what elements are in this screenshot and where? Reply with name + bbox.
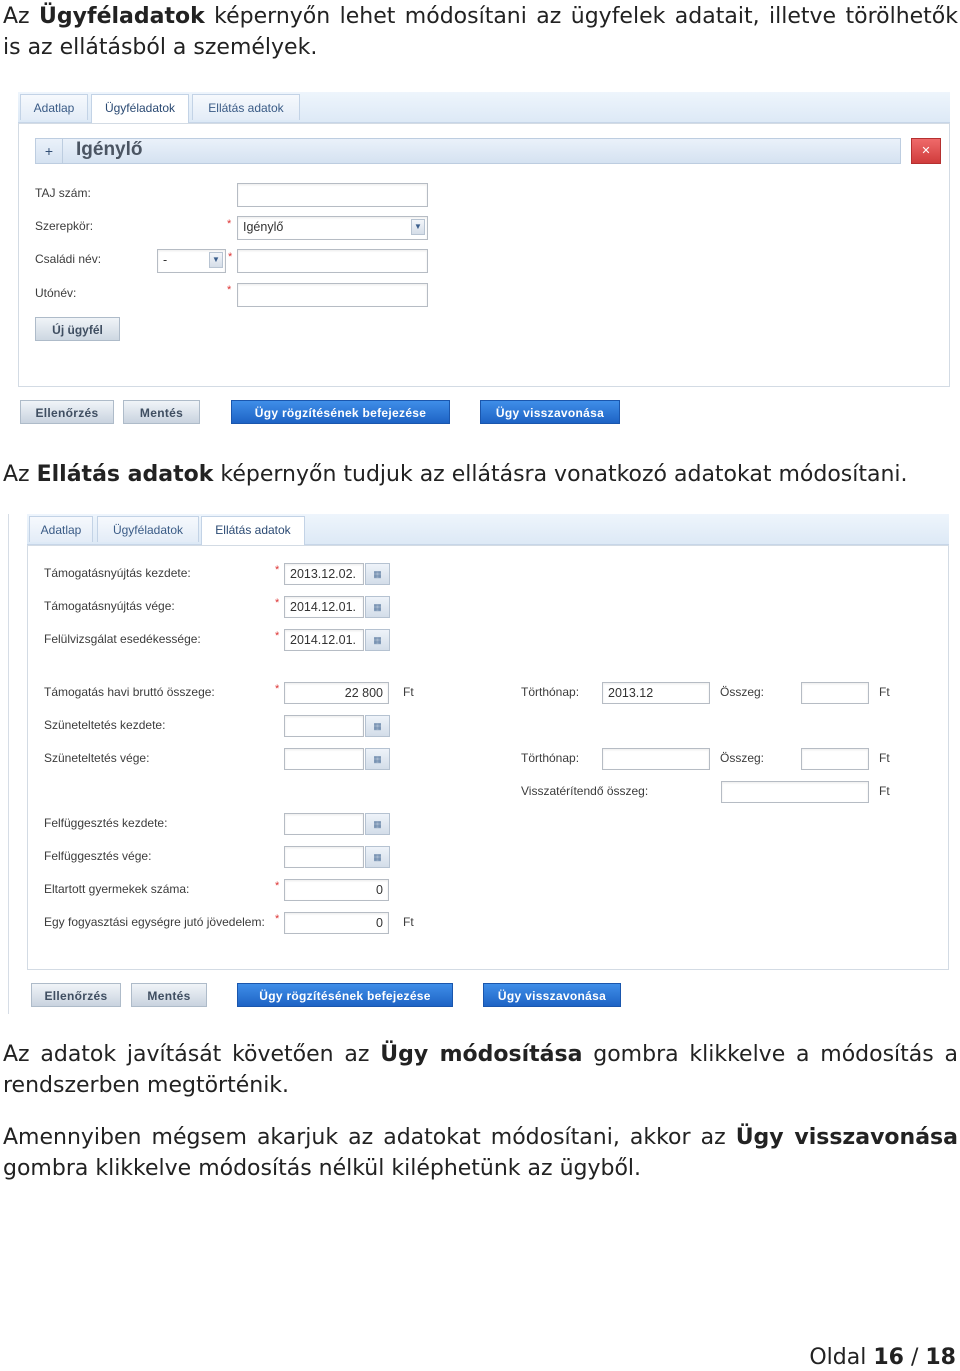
pause-end-input[interactable] xyxy=(284,748,364,770)
pause-start-input[interactable] xyxy=(284,715,364,737)
children-count-input[interactable]: 0 xyxy=(284,879,389,901)
support-start-label: Támogatásnyújtás kezdete: xyxy=(44,566,191,580)
paragraph-3-line-2: rendszerben megtörténik. xyxy=(3,1073,290,1098)
children-count-label: Eltartott gyermekek száma: xyxy=(44,882,190,896)
fraction-month-input-2[interactable] xyxy=(602,748,710,770)
tab-adatlap[interactable]: Adatlap xyxy=(29,516,93,542)
role-select-value: Igénylő xyxy=(243,220,284,234)
client-form xyxy=(18,123,950,387)
trash-icon[interactable]: ✕ xyxy=(911,138,941,164)
required-marker: * xyxy=(228,251,233,263)
cancel-case-button[interactable]: Ügy visszavonása xyxy=(480,400,620,424)
required-marker: * xyxy=(275,630,280,642)
save-button[interactable]: Mentés xyxy=(131,983,207,1007)
required-marker: * xyxy=(275,880,280,892)
calendar-icon[interactable]: ▦ xyxy=(365,563,390,585)
tab-ugyfeladatok[interactable]: Ügyféladatok xyxy=(97,516,199,542)
tab-ellatas-adatok[interactable]: Ellátás adatok xyxy=(192,94,300,120)
family-name-label: Családi név: xyxy=(35,252,102,266)
required-marker: * xyxy=(227,284,232,296)
new-client-button[interactable]: Új ügyfél xyxy=(35,317,120,341)
care-form xyxy=(27,545,949,970)
currency-label: Ft xyxy=(879,751,890,765)
paragraph-4-line-2: gombra klikkelve módosítás nélkül kiléphetünk az ügyből. xyxy=(3,1156,642,1181)
support-end-input[interactable]: 2014.12.01. xyxy=(284,596,364,618)
check-button[interactable]: Ellenőrzés xyxy=(20,400,114,424)
paragraph-4-line-1: Amennyiben mégsem akarjuk az adatokat módosítani, akkor az Ügy visszavonása xyxy=(3,1125,958,1150)
suspend-start-label: Felfüggesztés kezdete: xyxy=(44,816,168,830)
paragraph-3-line-1: Az adatok javítását követően az Ügy módosítása gombra klikkelve a módosítás a xyxy=(3,1042,958,1067)
required-marker: * xyxy=(275,913,280,925)
tab-bar xyxy=(18,92,950,123)
check-button[interactable]: Ellenőrzés xyxy=(31,983,121,1007)
tab-bar xyxy=(27,514,949,545)
tab-ugyfeladatok[interactable]: Ügyféladatok xyxy=(91,94,189,123)
name-prefix-value: - xyxy=(163,253,168,267)
support-end-label: Támogatásnyújtás vége: xyxy=(44,599,175,613)
intro-paragraph-1-line-2: is az ellátásból a személyek. xyxy=(3,35,318,60)
name-prefix-select[interactable] xyxy=(157,249,226,273)
chevron-down-icon: ▼ xyxy=(411,219,425,235)
currency-label: Ft xyxy=(879,784,890,798)
first-name-label: Utónév: xyxy=(35,286,77,300)
review-input[interactable]: 2014.12.01. xyxy=(284,629,364,651)
page-number: Oldal 16 / 18 xyxy=(809,1345,956,1370)
calendar-icon[interactable]: ▦ xyxy=(365,596,390,618)
calendar-icon[interactable]: ▦ xyxy=(365,748,390,770)
currency-label: Ft xyxy=(403,915,414,929)
suspend-end-label: Felfüggesztés vége: xyxy=(44,849,152,863)
refund-label: Visszatérítendő összeg: xyxy=(521,784,649,798)
review-label: Felülvizsgálat esedékessége: xyxy=(44,632,201,646)
required-marker: * xyxy=(275,597,280,609)
sum-input-2[interactable] xyxy=(801,748,869,770)
currency-label: Ft xyxy=(879,685,890,699)
intro-paragraph-1-line-1: Az Ügyféladatok képernyőn lehet módosítani az ügyfelek adatait, illetve törölhetők xyxy=(3,4,959,29)
fraction-month-label-2: Törthónap: xyxy=(521,751,580,765)
family-name-input[interactable] xyxy=(237,249,428,273)
pause-end-label: Szüneteltetés vége: xyxy=(44,751,150,765)
pause-start-label: Szüneteltetés kezdete: xyxy=(44,718,166,732)
calendar-icon[interactable]: ▦ xyxy=(365,629,390,651)
refund-input[interactable] xyxy=(721,781,869,803)
save-button[interactable]: Mentés xyxy=(123,400,200,424)
calendar-icon[interactable]: ▦ xyxy=(365,846,390,868)
fraction-month-label: Törthónap: xyxy=(521,685,580,699)
suspend-end-input[interactable] xyxy=(284,846,364,868)
support-start-input[interactable]: 2013.12.02. xyxy=(284,563,364,585)
finish-case-button[interactable]: Ügy rögzítésének befejezése xyxy=(231,400,450,424)
sum-label: Összeg: xyxy=(720,685,765,699)
taj-label: TAJ szám: xyxy=(35,186,91,200)
first-name-input[interactable] xyxy=(237,283,428,307)
applicant-title: Igénylő xyxy=(76,139,143,160)
taj-input[interactable] xyxy=(237,183,428,207)
required-marker: * xyxy=(227,218,232,230)
monthly-amount-label: Támogatás havi bruttó összege: xyxy=(44,685,215,699)
required-marker: * xyxy=(275,683,280,695)
intro-paragraph-2: Az Ellátás adatok képernyőn tudjuk az ellátásra vonatkozó adatokat módosítani. xyxy=(3,462,908,487)
currency-label: Ft xyxy=(403,685,414,699)
role-label: Szerepkör: xyxy=(35,219,94,233)
care-data-screenshot xyxy=(8,514,951,1014)
client-data-screenshot xyxy=(18,92,950,428)
calendar-icon[interactable]: ▦ xyxy=(365,813,390,835)
applicant-header xyxy=(35,138,901,164)
fraction-month-input[interactable]: 2013.12 xyxy=(602,682,710,704)
suspend-start-input[interactable] xyxy=(284,813,364,835)
role-select[interactable] xyxy=(237,216,428,240)
expand-button[interactable]: + xyxy=(36,139,63,163)
sum-input[interactable] xyxy=(801,682,869,704)
income-input[interactable]: 0 xyxy=(284,912,389,934)
monthly-amount-input[interactable]: 22 800 xyxy=(284,682,389,704)
finish-case-button[interactable]: Ügy rögzítésének befejezése xyxy=(237,983,453,1007)
calendar-icon[interactable]: ▦ xyxy=(365,715,390,737)
tab-adatlap[interactable]: Adatlap xyxy=(20,94,88,120)
income-label: Egy fogyasztási egységre jutó jövedelem: xyxy=(44,915,265,929)
tab-ellatas-adatok[interactable]: Ellátás adatok xyxy=(201,516,305,545)
sum-label-2: Összeg: xyxy=(720,751,765,765)
required-marker: * xyxy=(275,564,280,576)
cancel-case-button[interactable]: Ügy visszavonása xyxy=(483,983,621,1007)
chevron-down-icon: ▼ xyxy=(209,252,223,268)
